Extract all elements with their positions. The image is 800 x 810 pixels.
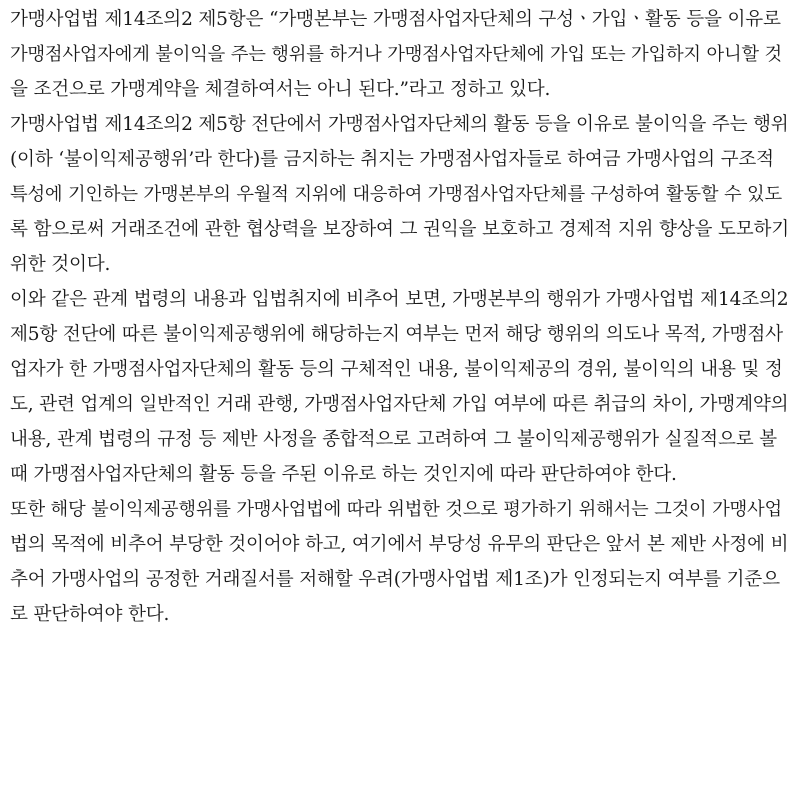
- text-line: 로 판단하여야 한다.: [10, 604, 170, 625]
- text-line: 이와 같은 관계 법령의 내용과 입법취지에 비추어 보면, 가맹본부의 행위가 가맹사업법 제14조의2: [10, 289, 789, 310]
- paragraph-1: [10, 2, 792, 107]
- text-line: 가맹점사업자에게 불이익을 주는 행위를 하거나 가맹점사업자단체에 가입 또는 가입하지 아니할 것: [10, 44, 782, 65]
- text-line: 추어 가맹사업의 공정한 거래질서를 저해할 우려(가맹사업법 제1조)가 인정되는지 여부를 기준으: [10, 569, 780, 590]
- paragraph-3: [10, 282, 792, 492]
- paragraph-2: [10, 107, 792, 282]
- text-line: 을 조건으로 가맹계약을 체결하여서는 아니 된다.”라고 정하고 있다.: [10, 79, 551, 100]
- text-line: 제5항 전단에 따른 불이익제공행위에 해당하는지 여부는 먼저 해당 행위의 의도나 목적, 가맹점사: [10, 324, 783, 345]
- text-line: 가맹사업법 제14조의2 제5항은 “가맹본부는 가맹점사업자단체의 구성ㆍ가입ㆍ활동 등을 이유로: [10, 9, 781, 30]
- text-line: 록 함으로써 거래조건에 관한 협상력을 보장하여 그 권익을 보호하고 경제적 지위 향상을 도모하기: [10, 219, 789, 240]
- text-line: 또한 해당 불이익제공행위를 가맹사업법에 따라 위법한 것으로 평가하기 위해서는 그것이 가맹사업: [10, 499, 782, 520]
- text-line: 위한 것이다.: [10, 254, 111, 275]
- text-line: 업자가 한 가맹점사업자단체의 활동 등의 구체적인 내용, 불이익제공의 경위, 불이익의 내용 및 정: [10, 359, 783, 380]
- text-line: 법의 목적에 비추어 부당한 것이어야 하고, 여기에서 부당성 유무의 판단은 앞서 본 제반 사정에 비: [10, 534, 789, 555]
- text-line: 도, 관련 업계의 일반적인 거래 관행, 가맹점사업자단체 가입 여부에 따른 취급의 차이, 가맹계약의: [10, 394, 789, 415]
- text-line: 때 가맹점사업자단체의 활동 등을 주된 이유로 하는 것인지에 따라 판단하여야 한다.: [10, 464, 677, 485]
- paragraph-4: [10, 492, 792, 632]
- document-body: [10, 2, 792, 632]
- text-line: (이하 ‘불이익제공행위’라 한다)를 금지하는 취지는 가맹점사업자들로 하여금 가맹사업의 구조적: [10, 149, 774, 170]
- text-line: 특성에 기인하는 가맹본부의 우월적 지위에 대응하여 가맹점사업자단체를 구성하여 활동할 수 있도: [10, 184, 782, 205]
- text-line: 내용, 관계 법령의 규정 등 제반 사정을 종합적으로 고려하여 그 불이익제공행위가 실질적으로 볼: [10, 429, 777, 450]
- text-line: 가맹사업법 제14조의2 제5항 전단에서 가맹점사업자단체의 활동 등을 이유로 불이익을 주는 행위: [10, 114, 789, 135]
